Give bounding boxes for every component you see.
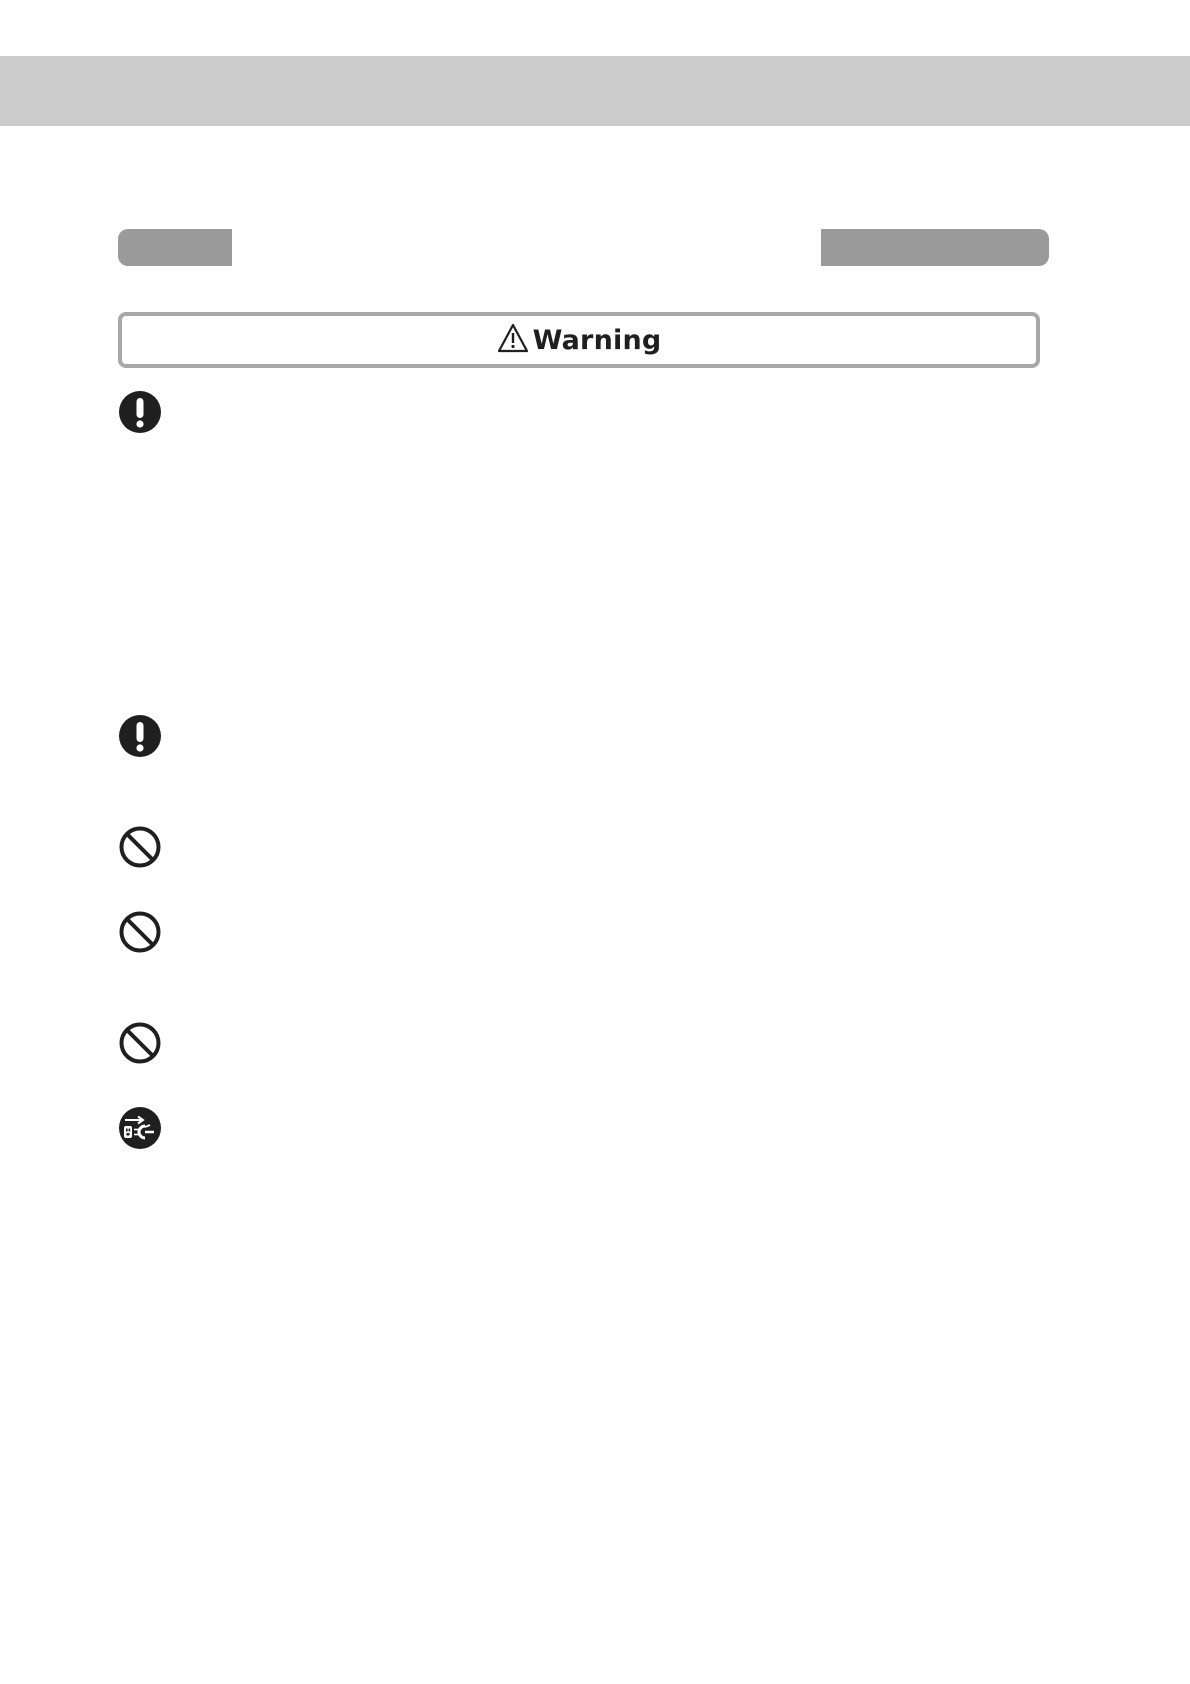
exclamation-icon [118, 390, 162, 434]
header-band [0, 56, 1190, 126]
section-tab-left [118, 229, 232, 266]
warning-title: Warning [532, 324, 662, 356]
prohibition-icon [118, 910, 162, 954]
prohibition-icon [118, 1021, 162, 1065]
warning-triangle-icon [497, 323, 529, 357]
section-tab-right [821, 229, 1049, 266]
warning-box [118, 312, 1040, 368]
exclamation-icon [118, 714, 162, 758]
unplug-icon [118, 1106, 162, 1150]
prohibition-icon [118, 825, 162, 869]
